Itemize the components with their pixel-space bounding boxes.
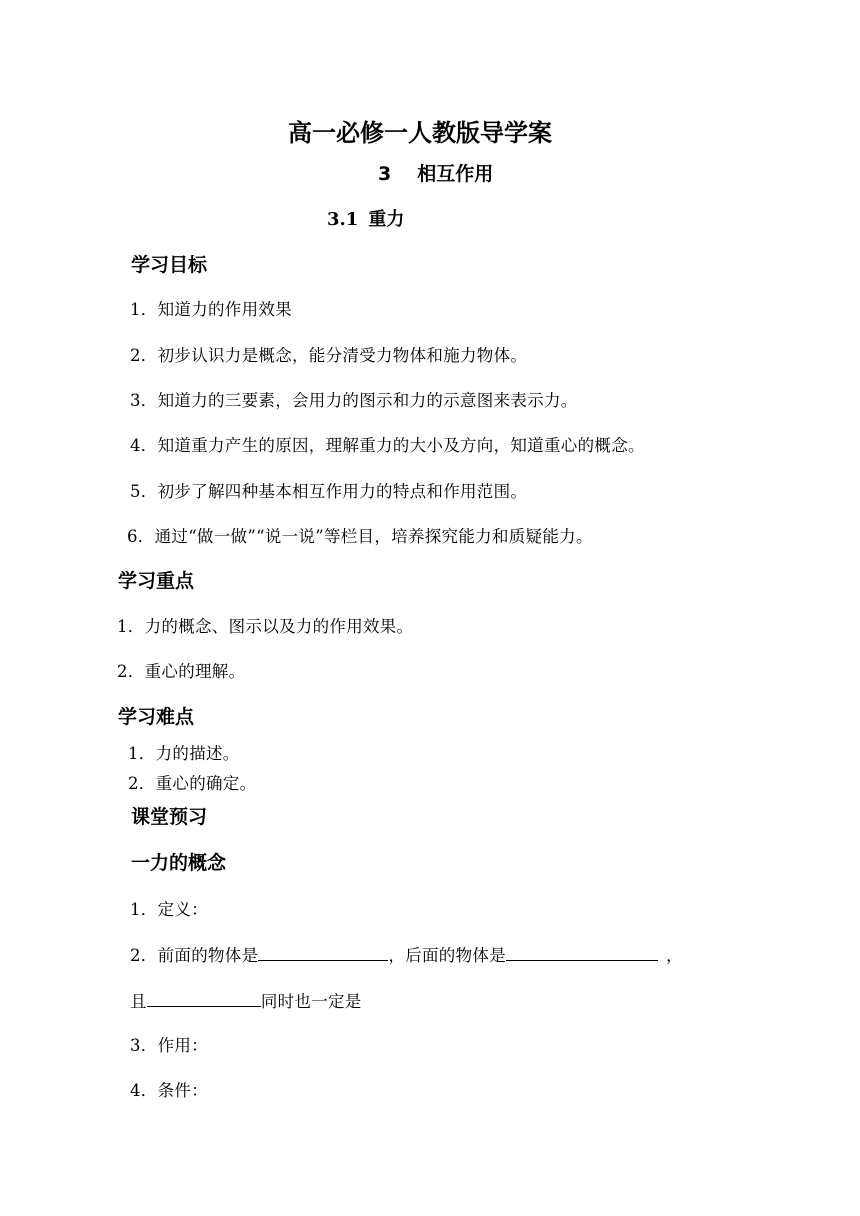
preview-item-2-text-b: ，后面的物体是 xyxy=(388,946,507,965)
section-heading xyxy=(327,205,404,231)
chapter-title: 相互作用 xyxy=(417,163,494,185)
preview-item-2-text-a: 2．前面的物体是 xyxy=(130,946,259,965)
preview-item-2-line-2 xyxy=(130,988,362,1012)
key-points-heading: 学习重点 xyxy=(118,570,195,592)
fill-blank[interactable] xyxy=(506,944,658,962)
preview-item-2-line-2-text-b: 同时也一定是 xyxy=(260,992,362,1011)
fill-blank[interactable] xyxy=(147,990,261,1008)
key-point-item-1: 1．力的概念、图示以及力的作用效果。 xyxy=(117,617,414,636)
objective-item-6: 6．通过“做一做”“说一说”等栏目，培养探究能力和质疑能力。 xyxy=(127,527,593,546)
objectives-heading: 学习目标 xyxy=(131,254,208,276)
preview-item-4: 4．条件： xyxy=(130,1081,208,1100)
preview-item-2-text-c: ， xyxy=(666,946,683,965)
chapter-heading xyxy=(378,159,493,186)
key-point-item-2: 2．重心的理解。 xyxy=(117,662,246,681)
section-number: 3.1 xyxy=(327,209,359,230)
document-title: 高一必修一人教版导学案 xyxy=(288,119,552,147)
objective-item-3: 3．知道力的三要素，会用力的图示和力的示意图来表示力。 xyxy=(130,391,578,410)
preview-subheading: 一力的概念 xyxy=(131,852,227,874)
preview-heading: 课堂预习 xyxy=(131,806,208,828)
difficulty-item-1: 1．力的描述。 xyxy=(128,744,240,763)
section-title: 重力 xyxy=(368,209,405,230)
difficulty-item-2: 2．重心的确定。 xyxy=(128,774,257,793)
preview-item-2 xyxy=(130,942,683,966)
preview-item-1: 1．定义： xyxy=(130,900,208,919)
chapter-number: 3 xyxy=(378,163,392,185)
objective-item-4: 4．知道重力产生的原因，理解重力的大小及方向，知道重心的概念。 xyxy=(130,436,645,455)
objective-item-2: 2．初步认识力是概念，能分清受力物体和施力物体。 xyxy=(130,346,528,365)
preview-item-3: 3．作用： xyxy=(130,1036,208,1055)
difficulties-heading: 学习难点 xyxy=(118,706,195,728)
preview-item-2-line-2-text-a: 且 xyxy=(130,992,147,1011)
objective-item-5: 5．初步了解四种基本相互作用力的特点和作用范围。 xyxy=(130,482,528,501)
objective-item-1: 1．知道力的作用效果 xyxy=(130,300,292,319)
fill-blank[interactable] xyxy=(258,944,388,962)
